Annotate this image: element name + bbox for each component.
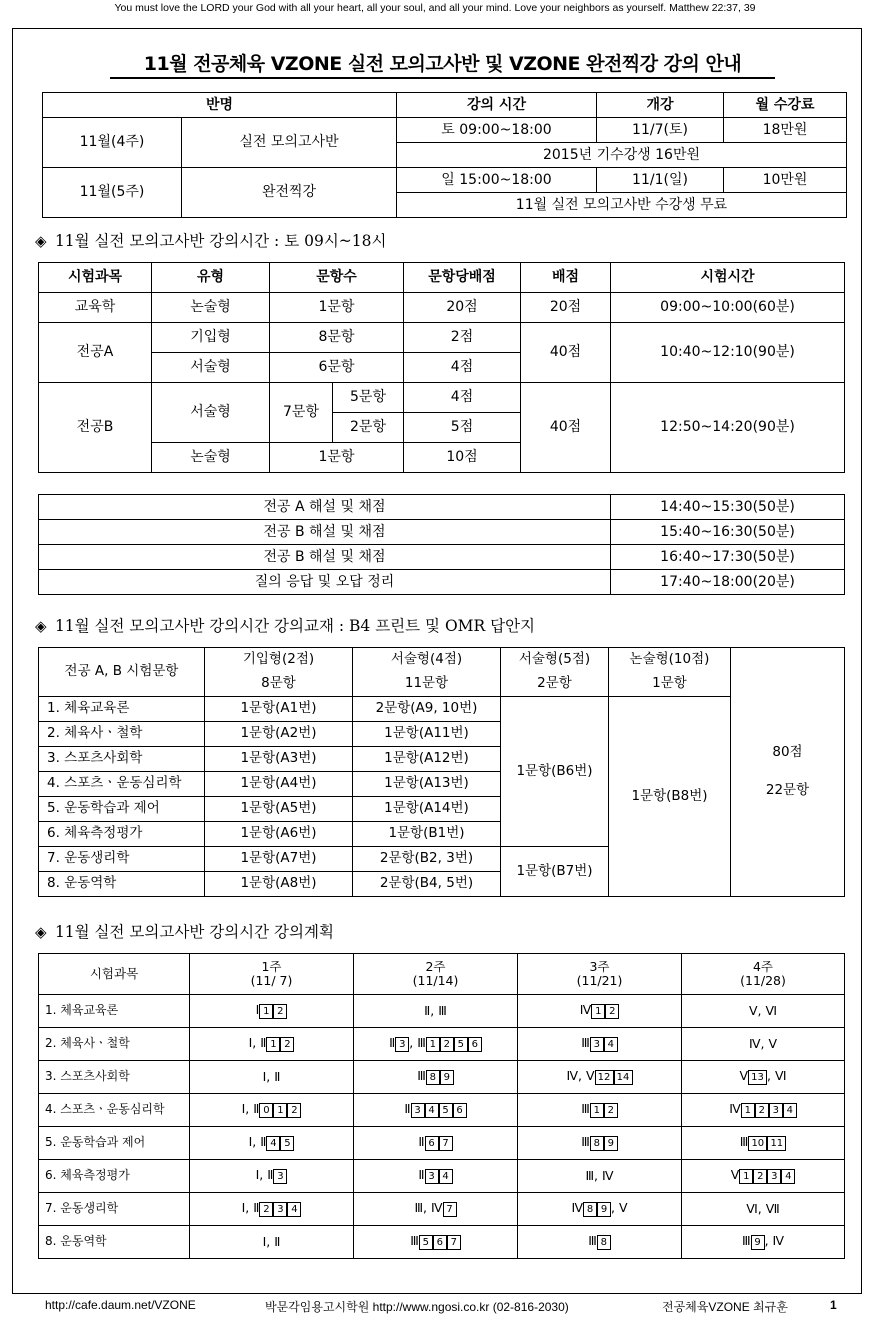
chapter-numeral: Ⅰ [255, 1002, 260, 1017]
chapter-numeral: Ⅴ, Ⅵ [748, 1002, 778, 1018]
dist-cell: 1문항(A1번) [205, 697, 353, 722]
dist-cell: 2문항(B4, 5번) [353, 872, 501, 897]
exam-type: 논술형 [152, 443, 270, 473]
section-number-box: 5 [419, 1235, 433, 1250]
title-underline [110, 77, 775, 79]
plan-cell [354, 1226, 518, 1259]
dist-subject: 8. 운동역학 [39, 872, 205, 897]
section-number-box: 14 [614, 1070, 633, 1085]
course-name: 실전 모의고사반 [182, 118, 397, 168]
exam-per: 4점 [404, 353, 521, 383]
chapter-numeral: Ⅰ, Ⅱ [262, 1233, 281, 1249]
dist-total-count: 22문항 [765, 782, 810, 798]
course-start: 11/7(토) [597, 118, 724, 143]
plan-subject: 5. 운동학습과 제어 [39, 1127, 190, 1160]
section-number-box: 4 [439, 1169, 453, 1184]
exam-total: 40점 [521, 383, 611, 473]
chapter-numeral: Ⅳ [729, 1101, 741, 1116]
plan-cell [518, 1094, 682, 1127]
review-label: 전공 A 해설 및 채점 [39, 495, 611, 520]
exam-per: 20점 [404, 293, 521, 323]
dist-cell: 1문항(B1번) [353, 822, 501, 847]
diamond-icon: ◈ [35, 923, 47, 941]
chapter-numeral: Ⅴ [739, 1068, 749, 1083]
course-table [42, 92, 847, 218]
plan-cell [354, 1193, 518, 1226]
exam-per: 5점 [404, 413, 521, 443]
exam-subcount: 5문항 [333, 383, 404, 413]
plan-row [39, 1193, 845, 1226]
plan-row [39, 1061, 845, 1094]
section-heading [35, 614, 535, 636]
section-number-box: 4 [266, 1136, 280, 1151]
section-number-box: 7 [439, 1136, 453, 1151]
chapter-numeral: Ⅰ, Ⅱ [241, 1101, 260, 1116]
exam-time: 09:00~10:00(60분) [611, 293, 845, 323]
course-week: 11월(5주) [43, 168, 182, 218]
section-number-box: 8 [426, 1070, 440, 1085]
review-label: 질의 응답 및 오답 정리 [39, 570, 611, 595]
plan-subject: 3. 스포츠사회학 [39, 1061, 190, 1094]
plan-cell [190, 1160, 354, 1193]
plan-cell [354, 1028, 518, 1061]
section-number-box: 4 [287, 1202, 301, 1217]
week-label: 3주 [589, 958, 610, 974]
chapter-numeral: Ⅲ [741, 1233, 751, 1248]
section-number-box: 3 [395, 1037, 409, 1052]
section-number-box: 3 [590, 1037, 604, 1052]
course-note: 11월 실전 모의고사반 수강생 무료 [397, 193, 847, 218]
section-number-box: 5 [280, 1136, 294, 1151]
exam-per: 2점 [404, 323, 521, 353]
plan-cell [190, 1193, 354, 1226]
dist-cell: 1문항(A12번) [353, 747, 501, 772]
exam-count: 1문항 [270, 443, 404, 473]
course-week: 11월(4주) [43, 118, 182, 168]
plan-cell [518, 995, 682, 1028]
section-title: 11월 실전 모의고사반 강의시간 강의계획 [54, 923, 334, 941]
dist-b6: 1문항(B6번) [501, 697, 609, 847]
header-exam-time: 시험시간 [611, 263, 845, 293]
review-label: 전공 B 해설 및 채점 [39, 545, 611, 570]
chapter-numeral: Ⅳ, Ⅴ [566, 1068, 595, 1083]
plan-row [39, 1127, 845, 1160]
plan-row [39, 1094, 845, 1127]
section-number-box: 3 [273, 1169, 287, 1184]
plan-cell [190, 1061, 354, 1094]
footer-cafe: http://cafe.daum.net/VZONE [45, 1298, 196, 1312]
plan-cell [682, 1193, 845, 1226]
exam-type: 서술형 [152, 383, 270, 443]
plan-row [39, 1028, 845, 1061]
dist-header-count: 8문항 [205, 672, 353, 697]
section-number-box: 9 [604, 1136, 618, 1151]
diamond-icon: ◈ [35, 617, 47, 635]
chapter-numeral: Ⅳ [579, 1002, 592, 1017]
exam-count: 8문항 [270, 323, 404, 353]
exam-per: 4점 [404, 383, 521, 413]
chapter-numeral: Ⅲ [410, 1233, 419, 1248]
course-time: 토 09:00~18:00 [397, 118, 597, 143]
chapter-numeral: , Ⅲ [409, 1035, 426, 1050]
chapter-numeral: Ⅱ [418, 1134, 425, 1149]
plan-cell [354, 1094, 518, 1127]
chapter-numeral: Ⅴ [730, 1167, 740, 1182]
section-number-box: 5 [439, 1103, 453, 1118]
section-number-box: 9 [597, 1202, 611, 1217]
plan-cell [190, 1226, 354, 1259]
exam-count: 7문항 [270, 383, 333, 443]
section-title: 11월 실전 모의고사반 강의시간 강의교재 : B4 프린트 및 OMR 답안지 [54, 617, 536, 635]
dist-subject: 6. 체육측정평가 [39, 822, 205, 847]
chapter-numeral: Ⅱ, Ⅲ [424, 1002, 447, 1018]
review-time: 15:40~16:30(50분) [611, 520, 845, 545]
section-number-box: 5 [454, 1037, 468, 1052]
dist-cell: 1문항(A13번) [353, 772, 501, 797]
chapter-numeral: Ⅲ, Ⅳ [414, 1200, 443, 1215]
exam-total: 20점 [521, 293, 611, 323]
section-number-box: 1 [591, 1004, 605, 1019]
section-title: 11월 실전 모의고사반 강의시간 : 토 09시~18시 [54, 232, 387, 250]
plan-cell [190, 1094, 354, 1127]
dist-subject: 5. 운동학습과 제어 [39, 797, 205, 822]
plan-subject: 4. 스포츠ㆍ운동심리학 [39, 1094, 190, 1127]
plan-cell [682, 1127, 845, 1160]
chapter-numeral: Ⅱ [389, 1035, 396, 1050]
dist-b8: 1문항(B8번) [609, 697, 731, 897]
section-number-box: 9 [440, 1070, 454, 1085]
course-start: 11/1(일) [597, 168, 724, 193]
section-number-box: 2 [605, 1004, 619, 1019]
section-number-box: 11 [767, 1136, 786, 1151]
section-number-box: 1 [266, 1037, 280, 1052]
section-number-box: 3 [769, 1103, 783, 1118]
plan-cell [682, 1094, 845, 1127]
dist-total [731, 648, 845, 897]
section-number-box: 3 [273, 1202, 287, 1217]
chapter-numeral: Ⅱ [404, 1101, 411, 1116]
exam-time: 12:50~14:20(90분) [611, 383, 845, 473]
week-label: 4주 [752, 958, 774, 974]
chapter-numeral: Ⅰ, Ⅱ [262, 1068, 281, 1084]
distribution-table [38, 647, 845, 897]
section-number-box: 2 [273, 1004, 287, 1019]
chapter-numeral: , Ⅴ [611, 1200, 628, 1215]
exam-type: 서술형 [152, 353, 270, 383]
plan-row [39, 1226, 845, 1259]
section-number-box: 2 [287, 1103, 301, 1118]
chapter-numeral: Ⅱ [418, 1167, 425, 1182]
chapter-numeral: Ⅲ [417, 1068, 426, 1083]
header-subject: 시험과목 [39, 263, 152, 293]
section-number-box: 4 [781, 1169, 795, 1184]
week-label: 2주 [425, 958, 446, 974]
header-score: 배점 [521, 263, 611, 293]
plan-cell [518, 1028, 682, 1061]
chapter-numeral: Ⅲ, Ⅳ [585, 1167, 614, 1183]
plan-row [39, 1160, 845, 1193]
section-number-box: 4 [604, 1037, 618, 1052]
dist-subject: 7. 운동생리학 [39, 847, 205, 872]
section-number-box: 1 [273, 1103, 287, 1118]
dist-cell: 1문항(A6번) [205, 822, 353, 847]
plan-week-header [518, 954, 682, 995]
section-number-box: 6 [425, 1136, 439, 1151]
section-number-box: 2 [753, 1169, 767, 1184]
review-label: 전공 B 해설 및 채점 [39, 520, 611, 545]
dist-cell: 1문항(A5번) [205, 797, 353, 822]
course-note: 2015년 기수강생 16만원 [397, 143, 847, 168]
section-number-box: 9 [751, 1235, 765, 1250]
header-start: 개강 [597, 93, 724, 118]
chapter-numeral: Ⅳ, Ⅴ [748, 1035, 778, 1051]
dist-header: 서술형(5점) [501, 648, 609, 673]
week-date: (11/ 7) [250, 973, 293, 988]
dist-cell: 1문항(A4번) [205, 772, 353, 797]
exam-subcount: 2문항 [333, 413, 404, 443]
plan-cell [190, 1127, 354, 1160]
dist-subject: 4. 스포츠ㆍ운동심리학 [39, 772, 205, 797]
plan-cell [354, 995, 518, 1028]
page-number: 1 [830, 1298, 837, 1312]
section-number-box: 1 [741, 1103, 755, 1118]
section-number-box: 6 [468, 1037, 482, 1052]
course-time: 일 15:00~18:00 [397, 168, 597, 193]
plan-subject: 6. 체육측정평가 [39, 1160, 190, 1193]
chapter-numeral: , Ⅵ [767, 1068, 787, 1083]
week-date: (11/28) [740, 973, 786, 988]
chapter-numeral: Ⅰ, Ⅱ [241, 1200, 260, 1215]
section-number-box: 12 [595, 1070, 614, 1085]
section-heading [35, 229, 386, 251]
week-date: (11/21) [576, 973, 623, 988]
plan-cell [354, 1160, 518, 1193]
review-time: 14:40~15:30(50분) [611, 495, 845, 520]
dist-subject: 2. 체육사ㆍ철학 [39, 722, 205, 747]
course-name: 완전찍강 [182, 168, 397, 218]
dist-subject: 1. 체육교육론 [39, 697, 205, 722]
section-number-box: 4 [783, 1103, 797, 1118]
exam-time: 10:40~12:10(90분) [611, 323, 845, 383]
dist-corner: 전공 A, B 시험문항 [39, 648, 205, 697]
exam-total: 40점 [521, 323, 611, 383]
chapter-numeral: Ⅲ [581, 1035, 590, 1050]
dist-header-count: 11문항 [353, 672, 501, 697]
bible-verse: You must love the LORD your God with all your heart, all your soul, and all your mind. Love your neighbors as yourself. Matthew 22:37, 39 [114, 2, 756, 14]
section-heading [35, 920, 334, 942]
footer-author: 전공체육VZONE 최규훈 [662, 1300, 788, 1314]
plan-cell [518, 1127, 682, 1160]
dist-header: 논술형(10점) [609, 648, 731, 673]
course-fee: 18만원 [724, 118, 847, 143]
exam-table [38, 262, 845, 473]
week-label: 1주 [261, 958, 282, 974]
section-number-box: 8 [597, 1235, 611, 1250]
section-number-box: 3 [767, 1169, 781, 1184]
dist-cell: 1문항(A2번) [205, 722, 353, 747]
plan-subject: 1. 체육교육론 [39, 995, 190, 1028]
course-fee: 10만원 [724, 168, 847, 193]
dist-cell: 1문항(A7번) [205, 847, 353, 872]
dist-cell: 2문항(A9, 10번) [353, 697, 501, 722]
exam-subject: 교육학 [39, 293, 152, 323]
plan-cell [682, 1061, 845, 1094]
plan-cell [518, 1226, 682, 1259]
dist-header: 기입형(2점) [205, 648, 353, 673]
plan-cell [682, 1160, 845, 1193]
section-number-box: 6 [433, 1235, 447, 1250]
plan-cell [682, 1028, 845, 1061]
review-time: 16:40~17:30(50분) [611, 545, 845, 570]
chapter-numeral: Ⅵ, Ⅶ [746, 1200, 780, 1216]
section-number-box: 2 [440, 1037, 454, 1052]
page-title: 11월 전공체육 VZONE 실전 모의고사반 및 VZONE 완전찍강 강의 안내 [143, 53, 742, 75]
plan-subject: 2. 체육사ㆍ철학 [39, 1028, 190, 1061]
plan-cell [354, 1127, 518, 1160]
section-number-box: 2 [259, 1202, 273, 1217]
exam-count: 1문항 [270, 293, 404, 323]
plan-week-header [682, 954, 845, 995]
section-number-box: 1 [739, 1169, 753, 1184]
section-number-box: 3 [411, 1103, 425, 1118]
review-time: 17:40~18:00(20분) [611, 570, 845, 595]
plan-week-header [354, 954, 518, 995]
section-number-box: 4 [425, 1103, 439, 1118]
section-number-box: 7 [443, 1202, 457, 1217]
exam-type: 기입형 [152, 323, 270, 353]
exam-type: 논술형 [152, 293, 270, 323]
section-number-box: 8 [583, 1202, 597, 1217]
section-number-box: 10 [748, 1136, 767, 1151]
dist-header-count: 2문항 [501, 672, 609, 697]
chapter-numeral: Ⅰ, Ⅱ [255, 1167, 274, 1182]
dist-cell: 2문항(B2, 3번) [353, 847, 501, 872]
chapter-numeral: Ⅲ [588, 1233, 597, 1248]
chapter-numeral: Ⅲ [581, 1134, 590, 1149]
header-per-score: 문항당배점 [404, 263, 521, 293]
plan-cell [682, 1226, 845, 1259]
dist-subject: 3. 스포츠사회학 [39, 747, 205, 772]
section-number-box: 13 [748, 1070, 767, 1085]
section-number-box: 2 [604, 1103, 618, 1118]
header-type: 유형 [152, 263, 270, 293]
week-date: (11/14) [412, 973, 459, 988]
dist-cell: 1문항(A14번) [353, 797, 501, 822]
plan-cell [190, 1028, 354, 1061]
dist-cell: 1문항(A8번) [205, 872, 353, 897]
header-class: 반명 [43, 93, 397, 118]
dist-cell: 1문항(A11번) [353, 722, 501, 747]
plan-subject: 7. 운동생리학 [39, 1193, 190, 1226]
plan-cell [354, 1061, 518, 1094]
section-number-box: 2 [755, 1103, 769, 1118]
exam-subject: 전공A [39, 323, 152, 383]
plan-cell [682, 995, 845, 1028]
plan-subject: 8. 운동역학 [39, 1226, 190, 1259]
diamond-icon: ◈ [35, 232, 47, 250]
plan-table [38, 953, 845, 1259]
plan-corner: 시험과목 [39, 954, 190, 995]
footer-academy: 박문각임용고시학원 http://www.ngosi.co.kr (02-816-2030) [265, 1300, 569, 1314]
plan-row [39, 995, 845, 1028]
header-count: 문항수 [270, 263, 404, 293]
chapter-numeral: Ⅳ [571, 1200, 584, 1215]
section-number-box: 1 [590, 1103, 604, 1118]
plan-cell [190, 995, 354, 1028]
dist-header: 서술형(4점) [353, 648, 501, 673]
section-number-box: 7 [447, 1235, 461, 1250]
section-number-box: 1 [426, 1037, 440, 1052]
plan-week-header [190, 954, 354, 995]
section-number-box: 3 [425, 1169, 439, 1184]
section-number-box: 1 [259, 1004, 273, 1019]
section-number-box: 8 [590, 1136, 604, 1151]
section-number-box: 2 [280, 1037, 294, 1052]
dist-cell: 1문항(A3번) [205, 747, 353, 772]
dist-total-score: 80점 [772, 744, 803, 761]
plan-cell [518, 1061, 682, 1094]
section-number-box: 6 [453, 1103, 467, 1118]
dist-header-count: 1문항 [609, 672, 731, 697]
chapter-numeral: , Ⅳ [764, 1233, 785, 1248]
chapter-numeral: Ⅲ [581, 1101, 590, 1116]
chapter-numeral: Ⅰ, Ⅱ [248, 1134, 267, 1149]
section-number-box: 0 [259, 1103, 273, 1118]
exam-subject: 전공B [39, 383, 152, 473]
header-time: 강의 시간 [397, 93, 597, 118]
exam-count: 6문항 [270, 353, 404, 383]
dist-b7: 1문항(B7번) [501, 847, 609, 897]
header-fee: 월 수강료 [724, 93, 847, 118]
review-table [38, 494, 845, 595]
plan-cell [518, 1160, 682, 1193]
plan-cell [518, 1193, 682, 1226]
exam-per: 10점 [404, 443, 521, 473]
chapter-numeral: Ⅰ, Ⅱ [248, 1035, 267, 1050]
chapter-numeral: Ⅲ [739, 1134, 749, 1149]
